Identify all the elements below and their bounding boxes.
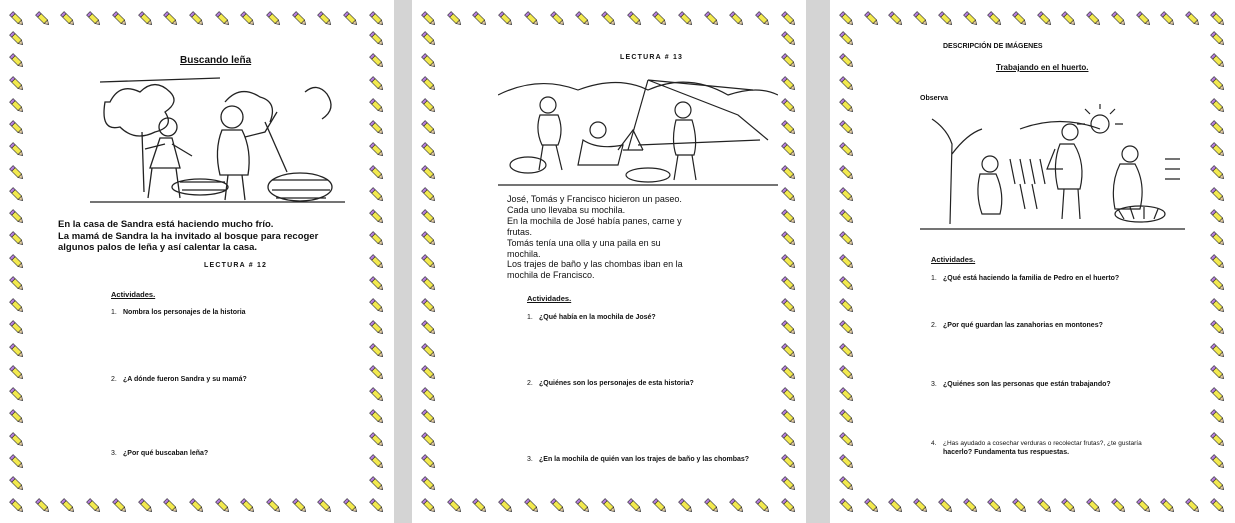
pencil-icon bbox=[1011, 10, 1029, 28]
pencil-icon bbox=[728, 497, 746, 515]
story-line: José, Tomás y Francisco hicieron un paseo. bbox=[507, 194, 682, 204]
pencil-icon bbox=[1209, 141, 1227, 159]
pencil-icon bbox=[1184, 497, 1202, 515]
pencil-icon bbox=[420, 10, 438, 28]
pencil-icon bbox=[1036, 10, 1054, 28]
pencil-icon bbox=[1159, 10, 1177, 28]
pencil-icon bbox=[1209, 386, 1227, 404]
pencil-icon bbox=[780, 475, 798, 493]
pencil-icon bbox=[8, 164, 26, 182]
pencil-icon bbox=[838, 497, 856, 515]
pencil-icon bbox=[420, 319, 438, 337]
pencil-icon bbox=[420, 297, 438, 315]
pencil-icon bbox=[1209, 342, 1227, 360]
pencil-icon bbox=[368, 119, 386, 137]
pencil-icon bbox=[780, 386, 798, 404]
pencil-icon bbox=[651, 497, 669, 515]
pencil-icon bbox=[962, 497, 980, 515]
story-title: Buscando leña bbox=[180, 55, 252, 66]
pencil-icon bbox=[838, 386, 856, 404]
pencil-icon bbox=[8, 253, 26, 271]
story-line: algunos palos de leña y así calentar la casa. bbox=[58, 242, 258, 253]
pencil-border-bottom bbox=[8, 497, 386, 515]
pencil-icon bbox=[420, 30, 438, 48]
pencil-icon bbox=[937, 497, 955, 515]
pencil-icon bbox=[368, 364, 386, 382]
pencil-icon bbox=[574, 497, 592, 515]
pencil-icon bbox=[838, 453, 856, 471]
question-text: ¿Por qué buscaban leña? bbox=[123, 450, 209, 457]
pencil-icon bbox=[780, 141, 798, 159]
pencil-icon bbox=[497, 10, 515, 28]
pencil-icon bbox=[420, 75, 438, 93]
pencil-icon bbox=[626, 10, 644, 28]
pencil-icon bbox=[838, 297, 856, 315]
pencil-icon bbox=[316, 10, 334, 28]
pencil-icon bbox=[838, 141, 856, 159]
firewood-illustration bbox=[90, 72, 345, 207]
pencil-icon bbox=[780, 342, 798, 360]
pencil-icon bbox=[446, 10, 464, 28]
pencil-border-right bbox=[368, 30, 386, 493]
pencil-icon bbox=[85, 497, 103, 515]
pencil-icon bbox=[137, 497, 155, 515]
question-text: ¿En la mochila de quién van los trajes de baño y las chombas? bbox=[539, 456, 750, 463]
pencil-icon bbox=[291, 10, 309, 28]
pencil-icon bbox=[838, 10, 856, 28]
pencil-icon bbox=[838, 208, 856, 226]
pencil-icon bbox=[368, 141, 386, 159]
pencil-icon bbox=[703, 10, 721, 28]
pencil-icon bbox=[446, 497, 464, 515]
worksheet-page-3 bbox=[830, 0, 1235, 523]
pencil-icon bbox=[420, 431, 438, 449]
pencil-icon bbox=[214, 10, 232, 28]
pencil-icon bbox=[265, 10, 283, 28]
pencil-icon bbox=[8, 141, 26, 159]
pencil-icon bbox=[863, 10, 881, 28]
pencil-icon bbox=[677, 497, 695, 515]
pencil-icon bbox=[1110, 10, 1128, 28]
question-item bbox=[111, 376, 247, 383]
pencil-icon bbox=[368, 52, 386, 70]
pencil-icon bbox=[1036, 497, 1054, 515]
story-line: La mamá de Sandra la ha invitado al bosque para recoger bbox=[58, 230, 319, 242]
question-number: 4. bbox=[931, 440, 937, 447]
pencil-icon bbox=[780, 75, 798, 93]
question-text: ¿Quiénes son las personas que están trabajando? bbox=[943, 381, 1111, 388]
pencil-icon bbox=[316, 497, 334, 515]
pencil-icon bbox=[838, 431, 856, 449]
pencil-border-top bbox=[420, 10, 798, 28]
pencil-icon bbox=[1085, 497, 1103, 515]
pencil-icon bbox=[574, 10, 592, 28]
pencil-icon bbox=[838, 319, 856, 337]
pencil-icon bbox=[523, 10, 541, 28]
pencil-icon bbox=[1209, 319, 1227, 337]
pencil-icon bbox=[342, 10, 360, 28]
pencil-icon bbox=[368, 475, 386, 493]
pencil-icon bbox=[8, 431, 26, 449]
question-item bbox=[111, 309, 246, 316]
story-title: Trabajando en el huerto. bbox=[996, 63, 1089, 72]
question-number: 3. bbox=[527, 456, 533, 463]
pencil-icon bbox=[8, 342, 26, 360]
question-text: ¿Quiénes son los personajes de esta historia? bbox=[539, 380, 694, 387]
pencil-icon bbox=[8, 75, 26, 93]
pencil-icon bbox=[8, 230, 26, 248]
pencil-icon bbox=[780, 431, 798, 449]
pencil-icon bbox=[59, 497, 77, 515]
pencil-icon bbox=[420, 408, 438, 426]
pencil-icon bbox=[600, 10, 618, 28]
pencil-icon bbox=[1209, 10, 1227, 28]
story-line: Cada uno llevaba su mochila. bbox=[507, 204, 626, 215]
question-number: 3. bbox=[111, 450, 117, 457]
pencil-icon bbox=[1209, 475, 1227, 493]
pencil-icon bbox=[368, 253, 386, 271]
pencil-icon bbox=[780, 453, 798, 471]
question-item bbox=[931, 275, 1119, 282]
pencil-icon bbox=[937, 10, 955, 28]
pencil-icon bbox=[780, 364, 798, 382]
pencil-icon bbox=[600, 497, 618, 515]
pencil-icon bbox=[34, 497, 52, 515]
pencil-icon bbox=[368, 164, 386, 182]
pencil-icon bbox=[1209, 208, 1227, 226]
pencil-icon bbox=[420, 230, 438, 248]
story-line: Los trajes de baño y las chombas iban en la bbox=[507, 259, 683, 270]
pencil-icon bbox=[8, 208, 26, 226]
pencil-icon bbox=[651, 10, 669, 28]
pencil-icon bbox=[1209, 30, 1227, 48]
question-item bbox=[527, 456, 749, 463]
pencil-icon bbox=[1209, 297, 1227, 315]
pencil-icon bbox=[754, 497, 772, 515]
pencil-icon bbox=[780, 52, 798, 70]
activities-heading: Actividades. bbox=[931, 255, 976, 264]
pencil-icon bbox=[8, 119, 26, 137]
pencil-icon bbox=[962, 10, 980, 28]
pencil-icon bbox=[368, 342, 386, 360]
pencil-icon bbox=[1060, 10, 1078, 28]
pencil-icon bbox=[838, 275, 856, 293]
pencil-icon bbox=[265, 497, 283, 515]
question-item bbox=[931, 440, 1142, 447]
pencil-icon bbox=[838, 52, 856, 70]
pencil-icon bbox=[838, 253, 856, 271]
pencil-icon bbox=[780, 30, 798, 48]
pencil-icon bbox=[1209, 453, 1227, 471]
pencil-icon bbox=[8, 475, 26, 493]
question-text-continued: hacerlo? Fundamenta tus respuestas. bbox=[943, 449, 1070, 456]
pencil-icon bbox=[8, 408, 26, 426]
pencil-icon bbox=[549, 497, 567, 515]
pencil-icon bbox=[368, 453, 386, 471]
story-line: mochila. bbox=[507, 248, 541, 259]
question-item bbox=[931, 381, 1111, 388]
pencil-icon bbox=[85, 10, 103, 28]
pencil-icon bbox=[8, 186, 26, 204]
pencil-icon bbox=[162, 10, 180, 28]
question-number: 1. bbox=[527, 314, 533, 321]
pencil-icon bbox=[780, 297, 798, 315]
pencil-icon bbox=[8, 386, 26, 404]
pencil-icon bbox=[1209, 52, 1227, 70]
pencil-icon bbox=[8, 10, 26, 28]
pencil-icon bbox=[368, 431, 386, 449]
question-text: ¿Qué había en la mochila de José? bbox=[539, 314, 656, 321]
pencil-icon bbox=[838, 342, 856, 360]
pencil-icon bbox=[838, 186, 856, 204]
pencil-border-left bbox=[420, 30, 438, 493]
lectura-number: LECTURA # 13 bbox=[620, 54, 684, 61]
pencil-icon bbox=[420, 141, 438, 159]
pencil-icon bbox=[780, 408, 798, 426]
question-text: ¿Has ayudado a cosechar verduras o recolectar frutas?, ¿te gustaría bbox=[943, 440, 1142, 447]
pencil-icon bbox=[188, 10, 206, 28]
pencil-icon bbox=[677, 10, 695, 28]
question-number: 2. bbox=[527, 380, 533, 387]
pencil-icon bbox=[703, 497, 721, 515]
pencil-icon bbox=[887, 10, 905, 28]
pencil-icon bbox=[887, 497, 905, 515]
pencil-icon bbox=[420, 52, 438, 70]
pencil-icon bbox=[420, 97, 438, 115]
question-item bbox=[527, 380, 694, 387]
question-item bbox=[111, 450, 208, 457]
pencil-icon bbox=[471, 10, 489, 28]
pencil-icon bbox=[1209, 75, 1227, 93]
pencil-icon bbox=[111, 10, 129, 28]
pencil-icon bbox=[780, 97, 798, 115]
activities-heading: Actividades. bbox=[527, 294, 572, 303]
pencil-icon bbox=[214, 497, 232, 515]
worksheet-page-1 bbox=[0, 0, 394, 523]
pencil-icon bbox=[239, 497, 257, 515]
pencil-icon bbox=[188, 497, 206, 515]
pencil-border-bottom bbox=[420, 497, 798, 515]
pencil-icon bbox=[1209, 164, 1227, 182]
pencil-icon bbox=[8, 319, 26, 337]
pencil-border-right bbox=[1209, 30, 1227, 493]
pencil-icon bbox=[368, 386, 386, 404]
pencil-icon bbox=[549, 10, 567, 28]
pencil-icon bbox=[420, 342, 438, 360]
question-item bbox=[527, 314, 656, 321]
pencil-icon bbox=[1209, 97, 1227, 115]
pencil-icon bbox=[838, 230, 856, 248]
pencil-icon bbox=[1135, 497, 1153, 515]
pencil-icon bbox=[420, 453, 438, 471]
pencil-icon bbox=[420, 364, 438, 382]
question-number: 2. bbox=[931, 322, 937, 329]
pencil-icon bbox=[368, 30, 386, 48]
pencil-icon bbox=[912, 497, 930, 515]
pencil-icon bbox=[8, 30, 26, 48]
question-number: 1. bbox=[931, 275, 937, 282]
pencil-icon bbox=[368, 75, 386, 93]
pencil-icon bbox=[8, 97, 26, 115]
garden-illustration bbox=[920, 104, 1185, 234]
pencil-icon bbox=[342, 497, 360, 515]
camping-illustration bbox=[498, 70, 778, 190]
pencil-icon bbox=[34, 10, 52, 28]
pencil-icon bbox=[368, 297, 386, 315]
pencil-icon bbox=[728, 10, 746, 28]
pencil-icon bbox=[1209, 497, 1227, 515]
pencil-icon bbox=[420, 386, 438, 404]
pencil-icon bbox=[1209, 431, 1227, 449]
pencil-icon bbox=[368, 497, 386, 515]
pencil-icon bbox=[780, 164, 798, 182]
pencil-icon bbox=[754, 10, 772, 28]
pencil-icon bbox=[838, 475, 856, 493]
pencil-icon bbox=[368, 186, 386, 204]
question-text: Nombra los personajes de la historia bbox=[123, 309, 246, 316]
pencil-icon bbox=[8, 52, 26, 70]
observe-label: Observa bbox=[920, 95, 949, 102]
story-text bbox=[507, 194, 792, 281]
activities-heading: Actividades. bbox=[111, 290, 156, 299]
story-line: En la casa de Sandra está haciendo mucho frío. bbox=[58, 219, 274, 230]
pencil-icon bbox=[471, 497, 489, 515]
pencil-icon bbox=[368, 319, 386, 337]
pencil-border-bottom bbox=[838, 497, 1227, 515]
pencil-icon bbox=[1159, 497, 1177, 515]
pencil-icon bbox=[838, 75, 856, 93]
pencil-icon bbox=[1209, 119, 1227, 137]
pencil-icon bbox=[1110, 497, 1128, 515]
pencil-icon bbox=[368, 10, 386, 28]
pencil-border-top bbox=[838, 10, 1227, 28]
question-item bbox=[931, 322, 1103, 329]
question-number: 1. bbox=[111, 309, 117, 316]
pencil-icon bbox=[1011, 497, 1029, 515]
pencil-icon bbox=[8, 453, 26, 471]
worksheet-page-2 bbox=[412, 0, 806, 523]
pencil-icon bbox=[420, 119, 438, 137]
pencil-icon bbox=[59, 10, 77, 28]
pencil-icon bbox=[912, 10, 930, 28]
pencil-icon bbox=[1085, 10, 1103, 28]
pencil-border-left bbox=[8, 30, 26, 493]
pencil-icon bbox=[291, 497, 309, 515]
pencil-icon bbox=[420, 208, 438, 226]
pencil-icon bbox=[137, 10, 155, 28]
pencil-icon bbox=[8, 297, 26, 315]
pencil-icon bbox=[111, 497, 129, 515]
pencil-icon bbox=[838, 164, 856, 182]
pencil-icon bbox=[523, 497, 541, 515]
pencil-icon bbox=[1209, 364, 1227, 382]
story-line: frutas. bbox=[507, 226, 533, 237]
pencil-icon bbox=[1184, 10, 1202, 28]
pencil-icon bbox=[420, 497, 438, 515]
pencil-icon bbox=[368, 408, 386, 426]
pencil-icon bbox=[239, 10, 257, 28]
pencil-icon bbox=[1135, 10, 1153, 28]
pencil-icon bbox=[497, 497, 515, 515]
pencil-icon bbox=[420, 253, 438, 271]
pencil-icon bbox=[780, 319, 798, 337]
question-text: ¿A dónde fueron Sandra y su mamá? bbox=[123, 376, 247, 383]
pencil-icon bbox=[626, 497, 644, 515]
question-text: ¿Por qué guardan las zanahorias en montones? bbox=[943, 322, 1103, 329]
pencil-icon bbox=[780, 119, 798, 137]
story-text bbox=[58, 219, 378, 254]
pencil-icon bbox=[838, 30, 856, 48]
pencil-icon bbox=[1209, 230, 1227, 248]
pencil-icon bbox=[368, 97, 386, 115]
pencil-icon bbox=[1209, 253, 1227, 271]
story-line: Tomás tenía una olla y una paila en su bbox=[507, 237, 661, 248]
pencil-icon bbox=[838, 97, 856, 115]
pencil-icon bbox=[1060, 497, 1078, 515]
pencil-icon bbox=[368, 275, 386, 293]
pencil-icon bbox=[1209, 408, 1227, 426]
question-text: ¿Qué está haciendo la familia de Pedro en el huerto? bbox=[943, 275, 1120, 282]
pencil-icon bbox=[420, 275, 438, 293]
pencil-icon bbox=[838, 119, 856, 137]
pencil-icon bbox=[863, 497, 881, 515]
lectura-number: LECTURA # 12 bbox=[204, 262, 268, 269]
question-number: 2. bbox=[111, 376, 117, 383]
question-number: 3. bbox=[931, 381, 937, 388]
pencil-icon bbox=[780, 497, 798, 515]
pencil-icon bbox=[8, 275, 26, 293]
pencil-icon bbox=[8, 497, 26, 515]
pencil-border-left bbox=[838, 30, 856, 493]
pencil-icon bbox=[838, 408, 856, 426]
pencil-icon bbox=[420, 164, 438, 182]
pencil-icon bbox=[1209, 275, 1227, 293]
pencil-icon bbox=[162, 497, 180, 515]
story-line: mochila de Francisco. bbox=[507, 270, 595, 281]
pencil-icon bbox=[986, 497, 1004, 515]
pencil-border-top bbox=[8, 10, 386, 28]
pencil-icon bbox=[780, 10, 798, 28]
section-heading: DESCRIPCIÓN DE IMÁGENES bbox=[943, 43, 1043, 50]
story-line: En la mochila de José había panes, carne y bbox=[507, 215, 682, 226]
pencil-icon bbox=[8, 364, 26, 382]
pencil-icon bbox=[838, 364, 856, 382]
pencil-icon bbox=[986, 10, 1004, 28]
pencil-icon bbox=[1209, 186, 1227, 204]
pencil-icon bbox=[420, 186, 438, 204]
pencil-icon bbox=[420, 475, 438, 493]
